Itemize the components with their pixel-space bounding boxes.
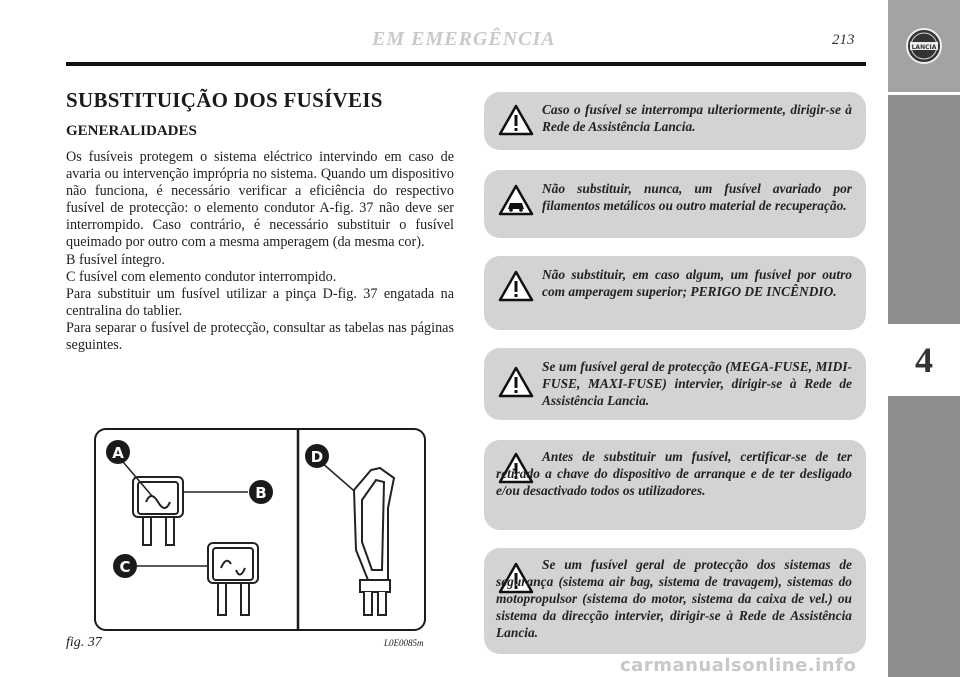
chapter-sidebar [888,0,960,677]
svg-text:D: D [310,448,324,466]
warning-box [484,440,866,530]
warning-text: Se um fusível geral de protecção (MEGA-FUSE, MIDI-FUSE, MAXI-FUSE) intervier, dirigir-se à Rede de Assistência Lancia. [542,359,852,408]
warning-triangle-icon [498,270,534,302]
warning-box [484,348,866,420]
svg-text:LANCIA: LANCIA [911,44,937,51]
warning-text: Caso o fusível se interrompa ulteriormente, dirigir-se à Rede de Assistência Lancia. [542,102,852,134]
watermark: carmanualsonline.info [620,655,857,676]
warning-box [484,170,866,238]
sidebar-divider [888,393,960,396]
fuse-puller [354,468,394,615]
warning-box [484,92,866,150]
section-title: SUBSTITUIÇÃO DOS FUSÍVEIS [66,88,383,112]
brand-logo [888,0,960,92]
intact-fuse [133,477,183,545]
body-paragraph: Para substituir um fusível utilizar a pinça D-fig. 37 engatada na centralina do tablier. [66,285,454,319]
page-number: 213 [832,32,855,48]
car-warning-icon [498,184,534,216]
warning-text: Se um fusível geral de protecção dos sistemas de segurança (sistema air bag, sistema de travagem), sistemas do motopropulsor (sistema do motor, sistema da caixa de vel.) ou sistema da direcção intervier, dirigir-se à Rede de Assistência Lancia. [496,557,852,640]
figure-code: L0E0085m [384,638,424,648]
chapter-number: 4 [915,340,933,380]
running-header: EM EMERGÊNCIA [372,28,556,50]
legend-item-b: B fusível íntegro. [66,251,165,268]
body-paragraph: Os fusíveis protegem o sistema eléctrico intervindo em caso de avaria ou intervenção imprópria no sistema. Quando um dispositivo não funciona, é necessário verificar a eficiência do respectivo fusível de protecção: o elemento condutor A-fig. 37 não deve ser interrompido. Caso contrário, é necessário substituir o fusível queimado por outro com a mesma amperagem (da mesma cor). [66,149,454,251]
warning-box [484,256,866,330]
warning-text: Antes de substituir um fusível, certificar-se de ter retirado a chave do dispositivo de arranque e de ter desligado e/ou desactivado todos os utilizadores. [496,449,852,498]
svg-text:B: B [255,484,267,502]
label-c [113,554,137,578]
svg-text:A: A [112,444,124,462]
header-rule [66,62,866,66]
svg-text:C: C [119,558,131,576]
sidebar-divider [888,92,960,95]
warning-triangle-icon [498,366,534,398]
label-a [106,440,130,464]
lancia-logo-icon [888,0,960,92]
warning-text: Não substituir, em caso algum, um fusível por outro com amperagem superior; PERIGO DE INCÊNDIO. [542,267,852,299]
label-b [249,480,273,504]
fuse-figure [94,428,426,631]
body-text [66,149,454,354]
warning-text: Não substituir, nunca, um fusível avariado por filamentos metálicos ou outro material de recuperação. [542,181,852,213]
body-paragraph: Para separar o fusível de protecção, consultar as tabelas nas páginas seguintes. [66,319,454,354]
figure-caption: fig. 37 [66,635,102,650]
warning-box [484,548,866,654]
label-d [305,444,329,468]
section-subtitle: GENERALIDADES [66,123,197,139]
legend-item-c: C fusível com elemento condutor interrompido. [66,268,337,285]
fuse-illustration [96,430,426,631]
chapter-tab[interactable] [888,327,960,393]
blown-fuse [208,543,258,615]
warning-triangle-icon [498,104,534,136]
